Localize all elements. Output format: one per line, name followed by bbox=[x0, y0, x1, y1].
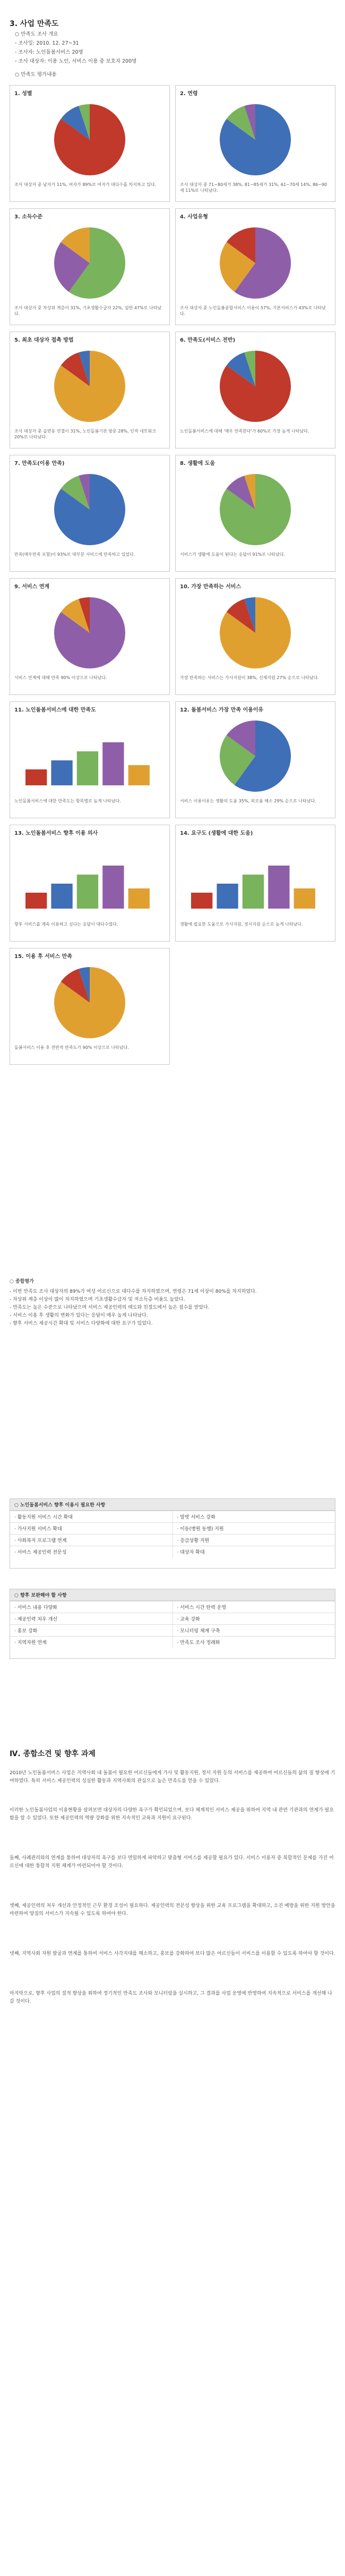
panel-caption: 돌봄서비스 이용 후 전반적 만족도가 90% 이상으로 나타났다. bbox=[14, 1045, 129, 1050]
chart bbox=[15, 346, 165, 426]
chart-panel bbox=[10, 208, 170, 325]
panel-title: 14. 요구도 (생활에 대한 도움) bbox=[180, 831, 253, 836]
panel-caption: 만족(매우만족 포함)이 93%로 대부분 서비스에 만족하고 있었다. bbox=[14, 552, 135, 557]
bar bbox=[268, 866, 289, 909]
chart-panel bbox=[175, 701, 335, 818]
needs-head: ○ 노인돌봄서비스 향후 이용시 필요한 사항 bbox=[10, 1499, 335, 1511]
chart bbox=[180, 593, 330, 673]
chart bbox=[180, 100, 330, 180]
needs-cell: · 가사지원 서비스 확대 bbox=[14, 1527, 62, 1532]
opinion-line: - 이번 만족도 조사 대상자의 89%가 여성 어르신으로 대다수를 차지하였으며, 연령은 71세 이상이 80%를 차지하였다. bbox=[10, 1289, 257, 1294]
section4-para: 이러한 노인돌봄사업의 이용현황을 살펴보면 대상자의 다양한 욕구가 확인되었으며, 보다 체계적인 서비스 제공을 위하여 지역 내 관련 기관과의 연계가 필요함을 알 수 있었다. 또한 제공인력의 역량 강화를 위한 지속적인 교육과 지원이 요구된다. bbox=[10, 1808, 334, 1821]
panel-caption: 조사 대상자 중 남자가 11%, 여자가 89%로 여자가 대다수를 차지하고 있다. bbox=[14, 182, 157, 187]
panel-title: 13. 노인돌봄서비스 향후 이용 의사 bbox=[14, 831, 98, 836]
panel-title: 6. 만족도(서비스 전반) bbox=[180, 337, 236, 343]
bar bbox=[51, 760, 72, 785]
chart bbox=[15, 470, 165, 549]
needs-cell: · 말벗 서비스 강화 bbox=[172, 1511, 335, 1522]
improve-row bbox=[10, 1613, 335, 1624]
needs-cell: · 응급상황 지원 bbox=[172, 1535, 335, 1546]
panel-caption: 노인돌봄서비스에 대해 '매우 만족한다'가 60%로 가장 높게 나타났다. bbox=[180, 429, 309, 434]
needs-cell: · 활동지원 서비스 시간 확대 bbox=[14, 1515, 73, 1520]
improve-cell: · 서비스 시간 탄력 운영 bbox=[172, 1601, 335, 1613]
panel-title: 3. 소득수준 bbox=[14, 214, 42, 220]
improve-cell: · 만족도 조사 정례화 bbox=[172, 1637, 335, 1648]
opinion-line: - 만족도는 높은 수준으로 나타났으며 서비스 제공인력의 태도와 친절도에서 높은 점수를 받았다. bbox=[10, 1305, 210, 1310]
chart-panel bbox=[175, 332, 335, 448]
chart bbox=[180, 470, 330, 549]
bar bbox=[51, 884, 72, 909]
panel-caption: 조사 대상자 중 노인돌봄종합서비스 이용이 57%, 기본서비스가 43%로 나타났다. bbox=[180, 306, 326, 316]
chart bbox=[15, 593, 165, 673]
survey-heading: ○ 만족도 조사 개요 bbox=[15, 31, 58, 37]
survey-overview bbox=[15, 30, 136, 66]
improve-row bbox=[10, 1624, 335, 1636]
needs-row bbox=[10, 1522, 335, 1534]
chart-panel bbox=[175, 825, 335, 942]
bar bbox=[128, 765, 150, 785]
bar bbox=[25, 893, 47, 909]
bar bbox=[102, 866, 124, 909]
panel-title: 2. 연령 bbox=[180, 91, 198, 97]
opinion-line: - 서비스 이용 후 생활의 변화가 있다는 응답이 매우 높게 나타났다. bbox=[10, 1313, 148, 1318]
survey-line: - 조사자: 노인돌봄서비스 20명 bbox=[15, 49, 83, 55]
panel-title: 8. 생활에 도움 bbox=[180, 461, 215, 467]
panel-title: 1. 성별 bbox=[14, 91, 32, 97]
chart-panel bbox=[10, 332, 170, 448]
bar bbox=[25, 769, 47, 785]
panel-caption: 서비스 이용이유는 생활의 도움 35%, 외로움 해소 29% 순으로 나타났다. bbox=[180, 799, 316, 803]
panel-title: 12. 돌봄서비스 가장 만족 이용이유 bbox=[180, 707, 264, 713]
chart bbox=[15, 716, 165, 796]
bar bbox=[243, 875, 264, 909]
improve-row bbox=[10, 1601, 335, 1613]
chart-panel bbox=[10, 701, 170, 818]
chart-panel bbox=[10, 825, 170, 942]
needs-box bbox=[10, 1498, 335, 1569]
panel-caption: 노인돌봄서비스에 대한 만족도는 항목별로 높게 나타났다. bbox=[14, 799, 121, 803]
chart-panel bbox=[10, 578, 170, 695]
survey-line: - 조사 대상자: 이용 노인, 서비스 이용 중 보호자 200명 bbox=[15, 58, 137, 64]
chart bbox=[180, 346, 330, 426]
opinion-block bbox=[10, 1278, 335, 1328]
panel-title: 10. 가장 만족하는 서비스 bbox=[180, 584, 242, 590]
chart-panel bbox=[175, 208, 335, 325]
needs-row bbox=[10, 1546, 335, 1557]
section4-para: 2010년 노인돌봄서비스 사업은 지역사회 내 돌봄이 필요한 어르신들에게 가사 및 활동지원, 정서 지원 등의 서비스를 제공하여 어르신들의 삶의 질 향상에 기여하였다. 특히 서비스 제공인력의 성실한 활동과 지역사회의 관심으로 높은 만족도를 얻을 수 있었다. bbox=[10, 1770, 335, 1784]
chart bbox=[180, 716, 330, 796]
improve-cell: · 서비스 내용 다양화 bbox=[14, 1605, 57, 1611]
section4-para: 마지막으로, 향후 사업의 질적 향상을 위하여 정기적인 만족도 조사와 모니터링을 실시하고, 그 결과를 사업 운영에 반영하여 지속적으로 서비스를 개선해 나갈 것이다. bbox=[10, 1991, 332, 2004]
section4-para: 셋째, 제공인력의 처우 개선과 안정적인 근무 환경 조성이 필요하다. 제공인력의 전문성 향상을 위한 교육 프로그램을 확대하고, 소진 예방을 위한 지원 방안을 마련하여 양질의 서비스가 지속될 수 있도록 하여야 한다. bbox=[10, 1903, 335, 1917]
opinion-line: - 향후 서비스 제공시간 확대 및 서비스 다양화에 대한 요구가 있었다. bbox=[10, 1321, 153, 1326]
chart bbox=[15, 963, 165, 1043]
panel-title: 7. 만족도(이용 만족) bbox=[14, 461, 65, 467]
needs-row bbox=[10, 1534, 335, 1546]
chart bbox=[15, 840, 165, 919]
improve-cell: · 지역자원 연계 bbox=[14, 1640, 47, 1646]
bar bbox=[77, 875, 98, 909]
survey-line: - 조사일: 2010. 12. 27~31 bbox=[15, 40, 79, 46]
needs-row bbox=[10, 1511, 335, 1522]
chart-panel bbox=[10, 455, 170, 572]
bar bbox=[217, 884, 238, 909]
results-heading: ○ 만족도 평가내용 bbox=[15, 72, 57, 78]
chart bbox=[15, 223, 165, 303]
panel-caption: 생활에 필요한 도움으로 가사지원, 정서지원 순으로 높게 나타났다. bbox=[180, 922, 303, 927]
section4-body bbox=[10, 1769, 335, 2006]
section4-para: 넷째, 지역사회 자원 발굴과 연계를 통하여 서비스 사각지대를 해소하고, 홍보를 강화하여 보다 많은 어르신들이 서비스를 이용할 수 있도록 하여야 할 것이다. bbox=[10, 1951, 335, 1956]
chart-panel bbox=[175, 85, 335, 202]
needs-cell: · 대상자 확대 bbox=[172, 1546, 335, 1557]
improve-head: ○ 향후 보완해야 할 사항 bbox=[10, 1589, 335, 1601]
bar bbox=[102, 742, 124, 785]
chart bbox=[15, 100, 165, 180]
improve-cell: · 교육 강화 bbox=[172, 1613, 335, 1624]
bar bbox=[294, 888, 315, 909]
needs-cell: · 사회복지 프로그램 연계 bbox=[14, 1538, 67, 1544]
chart-panel bbox=[10, 948, 170, 1065]
chart-panel bbox=[10, 85, 170, 202]
panel-caption: 서비스가 생활에 도움이 된다는 응답이 91%로 나타났다. bbox=[180, 552, 285, 557]
bar bbox=[128, 888, 150, 909]
panel-title: 15. 이용 후 서비스 만족 bbox=[14, 954, 72, 960]
panel-caption: 가장 만족하는 서비스는 가사지원이 38%, 신체지원 27% 순으로 나타났다. bbox=[180, 675, 319, 680]
improve-box bbox=[10, 1589, 335, 1659]
needs-cell: · 서비스 제공인력 전문성 bbox=[14, 1550, 67, 1555]
section4-title: Ⅳ. 종합소견 및 향후 과제 bbox=[10, 1750, 96, 1758]
panel-title: 5. 최초 대상자 접촉 방법 bbox=[14, 337, 74, 343]
improve-cell: · 홍보 강화 bbox=[14, 1629, 38, 1634]
panel-title: 4. 사업유형 bbox=[180, 214, 208, 220]
improve-row bbox=[10, 1636, 335, 1648]
section-title: 3. 사업 만족도 bbox=[10, 20, 59, 28]
panel-caption: 조사 대상자 중 71~80세가 38%, 81~85세가 31%, 61~70세 14%, 86~90세 11%로 나타났다. bbox=[180, 182, 327, 193]
section4-para: 둘째, 사례관리와의 연계를 통하여 대상자의 욕구를 보다 면밀하게 파악하고 맞춤형 서비스를 제공할 필요가 있다. 서비스 이용자 중 복합적인 문제를 가진 어르신에 대한 통합적 지원 체계가 마련되어야 할 것이다. bbox=[10, 1855, 334, 1869]
panel-caption: 조사 대상자 중 차상위 계층이 31%, 기초생활수급자 22%, 일반 47%로 나타났다. bbox=[14, 306, 162, 316]
improve-cell: · 모니터링 체계 구축 bbox=[172, 1625, 335, 1636]
improve-cell: · 제공인력 처우 개선 bbox=[14, 1617, 57, 1622]
bar bbox=[77, 751, 98, 785]
panel-caption: 조사 대상자 중 읍면동 연결이 31%, 노인돌봄기관 방문 28%, 인적 네트워크 20%로 나타났다. bbox=[14, 429, 157, 439]
panel-title: 11. 노인돌봄서비스에 대한 만족도 bbox=[14, 707, 96, 713]
chart-panel bbox=[175, 455, 335, 572]
panel-caption: 서비스 연계에 대해 만족 90% 이상으로 나타났다. bbox=[14, 675, 107, 680]
opinion-title: ○ 종합평가 bbox=[10, 1279, 34, 1284]
chart bbox=[180, 223, 330, 303]
chart-panel bbox=[175, 578, 335, 695]
opinion-line: - 차상위 계층 이상이 많이 차지하였으며 기초생활수급자 및 저소득층 비율도 높았다. bbox=[10, 1297, 185, 1302]
needs-cell: · 이동(병원 동행) 지원 bbox=[172, 1523, 335, 1534]
panel-caption: 향후 서비스를 계속 이용하고 싶다는 응답이 대다수였다. bbox=[14, 922, 118, 927]
bar bbox=[191, 893, 212, 909]
panel-title: 9. 서비스 연계 bbox=[14, 584, 50, 590]
chart bbox=[180, 840, 330, 919]
